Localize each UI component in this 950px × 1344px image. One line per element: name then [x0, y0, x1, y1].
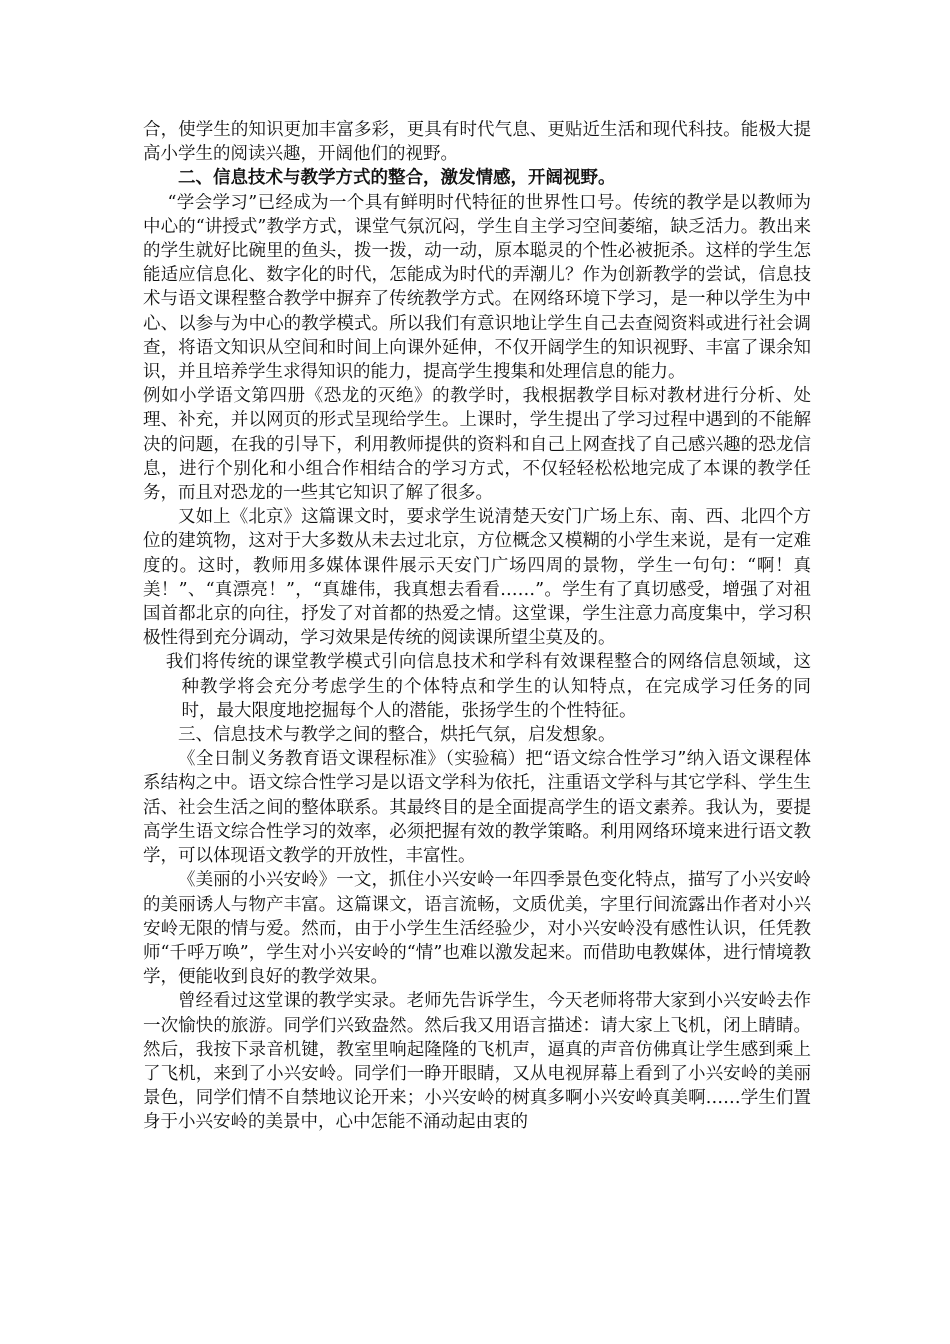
paragraph-dinosaur-example: 例如小学语文第四册《恐龙的灭绝》的教学时，我根据教学目标对教材进行分析、处理、补充，并以网页的形式呈现给学生。上课时，学生提出了学习过程中遇到的不能解决的问题，在我的引导下，利用教师提供的资料和自己上网查找了自己感兴趣的恐龙信息，进行个别化和小组合作相结合的学习方式，不仅轻轻松松地完成了本课的教学任务，而且对恐龙的一些其它知识了解了很多。 [143, 386, 811, 504]
paragraph-continuation: 合，使学生的知识更加丰富多彩，更具有时代气息、更贴近生活和现代科技。能极大提高小学生的阅读兴趣，开阔他们的视野。 [143, 120, 811, 165]
section-heading-2: 二、信息技术与教学方式的整合，激发情感，开阔视野。 [178, 168, 616, 189]
section-heading-3: 三、信息技术与教学之间的整合，烘托气氛，启发想象。 [178, 725, 616, 746]
paragraph-network-teaching: 我们将传统的课堂教学模式引向信息技术和学科有效课程整合的网络信息领域，这种教学将会充分考虑学生的个体特点和学生的认知特点，在完成学习任务的同时，最大限度地挖掘每个人的潜能，张扬学生的个性特征。 [165, 652, 811, 721]
document-page [143, 118, 811, 1135]
paragraph-lesson-record: 曾经看过这堂课的教学实录。老师先告诉学生，今天老师将带大家到小兴安岭去作一次愉快的旅游。同学们兴致盎然。然后我又用语言描述：请大家上飞机，闭上睛睛。然后，我按下录音机键，教室里响起隆隆的飞机声，逼真的声音仿佛真让学生感到乘上了飞机，来到了小兴安岭。同学们一睁开眼睛，又从电视屏幕上看到了小兴安岭的美丽景色，同学们情不自禁地议论开来；小兴安岭的树真多啊小兴安岭真美啊……学生们置身于小兴安岭的美景中，心中怎能不涌动起由衷的 [143, 991, 811, 1133]
paragraph-learning-slogan: “学会学习”已经成为一个具有鲜明时代特征的世界性口号。传统的教学是以教师为中心的“讲授式”教学方式，课堂气氛沉闷，学生自主学习空间萎缩，缺乏活力。教出来的学生就好比碗里的鱼头，拨一拨，动一动，原本聪灵的个性必被扼杀。这样的学生怎能适应信息化、数字化的时代，怎能成为时代的弄潮儿？作为创新教学的尝试，信息技术与语文课程整合教学中摒弃了传统教学方式。在网络环境下学习，是一种以学生为中心、以参与为中心的教学模式。所以我们有意识地让学生自己去查阅资料或进行社会调查，将语文知识从空间和时间上向课外延伸，不仅开阔学生的知识视野、丰富了课余知识，并且培养学生求得知识的能力，提高学生搜集和处理信息的能力。 [143, 192, 811, 383]
paragraph-xiaoxinganling: 《美丽的小兴安岭》一文，抓住小兴安岭一年四季景色变化特点，描写了小兴安岭的美丽诱人与物产丰富。这篇课文，语言流畅，文质优美，字里行间流露出作者对小兴安岭无限的情与爱。然而，由于小学生生活经验少，对小兴安岭没有感性认识，任凭教师“千呼万唤”，学生对小兴安岭的“情”也难以激发起来。而借助电教媒体，进行情境教学，便能收到良好的教学效果。 [143, 870, 811, 988]
paragraph-beijing-example: 又如上《北京》这篇课文时，要求学生说清楚天安门广场上东、南、西、北四个方位的建筑物，这对于大多数从未去过北京，方位概念又模糊的小学生来说，是有一定难度的。这时，教师用多媒体课件展示天安门广场四周的景物，学生一句句：“啊！真美！”、“真漂亮！”，“真雄伟，我真想去看看……”。学生有了真切感受，增强了对祖国首都北京的向往，抒发了对首都的热爱之情。这堂课，学生注意力高度集中，学习积极性得到充分调动，学习效果是传统的阅读课所望尘莫及的。 [143, 507, 811, 649]
paragraph-curriculum-standard: 《全日制义务教育语文课程标准》（实验稿）把“语文综合性学习”纳入语文课程体系结构之中。语文综合性学习是以语文学科为依托，注重语文学科与其它学科、学生生活、社会生活之间的整体联系。其最终目的是全面提高学生的语文素养。我认为，要提高学生语文综合性学习的效率，必须把握有效的教学策略。利用网络环境来进行语文教学，可以体现语文教学的开放性，丰富性。 [143, 749, 811, 867]
